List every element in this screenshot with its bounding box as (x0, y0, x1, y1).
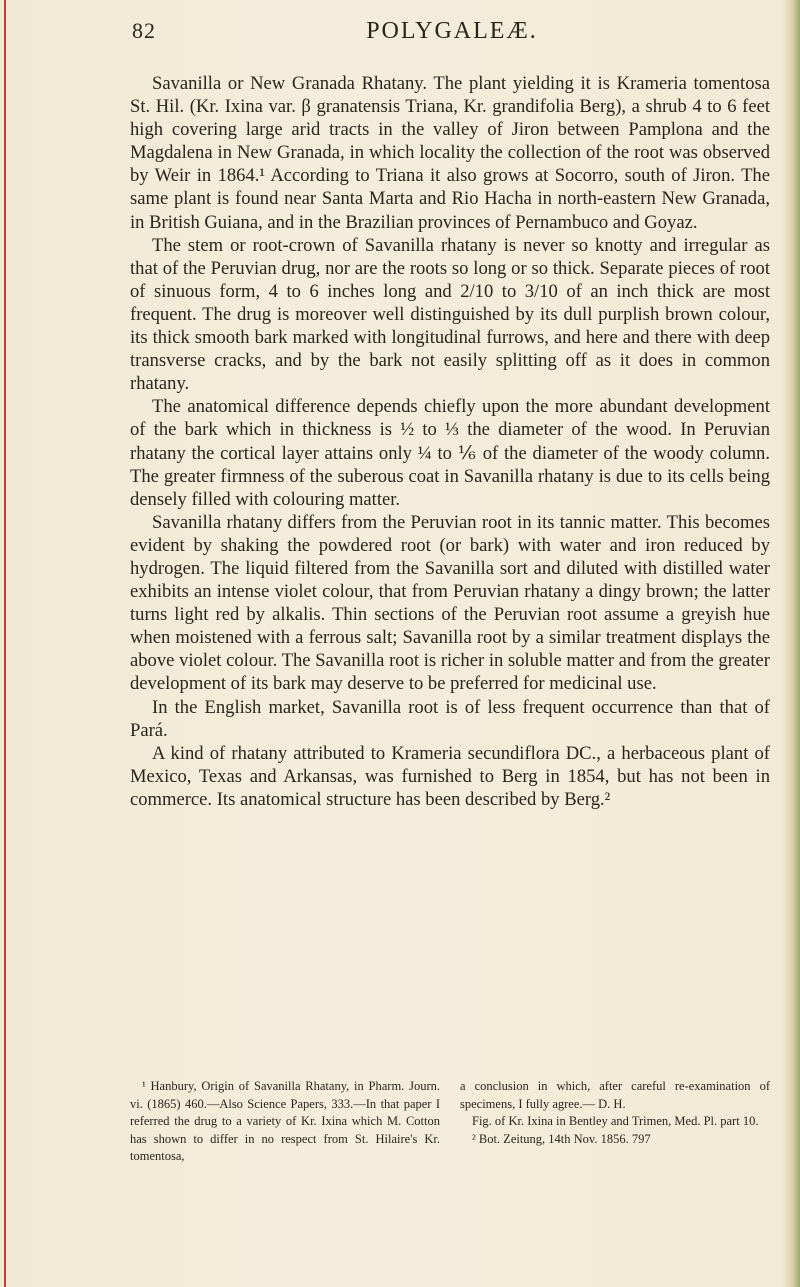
footnotes (130, 1078, 770, 1166)
page-header (132, 18, 772, 58)
paragraph: Savanilla rhatany differs from the Peruvian root in its tannic matter. This becomes evident by shaking the powdered root (or bark) with water and iron reduced by hydrogen. The liquid filtered from the Savanilla sort and diluted with distilled water exhibits an intense violet colour, that from Peruvian rhatany a dingy brown; the latter turns light red by alkalis. Thin sections of the Peruvian root assume a greyish hue when moistened with a ferrous salt; Savanilla root by a similar treatment displays the above violet colour. The Savanilla root is richer in soluble matter and from the greater development of its bark may deserve to be preferred for medicinal use. (130, 511, 770, 695)
paragraph: The anatomical difference depends chiefly upon the more abundant development of the bark which in thickness is ½ to ⅓ the diameter of the wood. In Peruvian rhatany the cortical layer attains only ¼ to ⅙ of the diameter of the woody column. The greater firmness of the suberous coat in Savanilla rhatany is due to its cells being densely filled with colouring matter. (130, 396, 770, 510)
footnote: ² Bot. Zeitung, 14th Nov. 1856. 797 (472, 1131, 651, 1146)
page-number: 82 (132, 18, 156, 43)
footnote: Fig. of Kr. Ixina in Bentley and Trimen, Med. Pl. part 10. (472, 1114, 759, 1128)
footnote-continuation: a conclusion in which, after careful re-examination of specimens, I fully agree.— D. H. (460, 1079, 770, 1111)
footnote: ¹ Hanbury, Origin of Savanilla Rhatany, in Pharm. Journ. vi. (1865) 460.—Also Science Papers, 333.—In that paper I referred the drug to a variety of Kr. Ixina which M. Cotton has shown to differ in no respect from St. Hilaire's Kr. tomentosa, (130, 1079, 440, 1163)
paragraph: A kind of rhatany attributed to Krameria secundiflora DC., a herbaceous plant of Mexico, Texas and Arkansas, was furnished to Berg in 1854, but has not been in commerce. Its anatomical structure has been described by Berg.² (130, 742, 770, 810)
margin-rule (4, 0, 6, 1287)
paragraph: Savanilla or New Granada Rhatany. The plant yielding it is Krameria tomentosa St. Hil. (Kr. Ixina var. β granatensis Triana, Kr. grandifolia Berg), a shrub 4 to 6 feet high covering large arid tracts in the valley of Jiron between Pamplona and the Magdalena in New Granada, in which locality the collection of the root was observed by Weir in 1864.¹ According to Triana it also grows at Socorro, south of Jiron. The same plant is found near Santa Marta and Rio Hacha in north-eastern New Granada, in British Guiana, and in the Brazilian provinces of Pernambuco and Goyaz. (130, 73, 770, 233)
paragraph: The stem or root-crown of Savanilla rhatany is never so knotty and irregular as that of the Peruvian drug, nor are the roots so long or so thick. Separate pieces of root of sinuous form, 4 to 6 inches long and 2/10 to 3/10 of an inch thick are most frequent. The drug is moreover well distinguished by its dull purplish brown colour, its thick smooth bark marked with longitudinal furrows, and here and there with deep transverse cracks, and by the bark not easily splitting off as it does in common rhatany. (130, 234, 770, 395)
running-head: POLYGALEÆ. (366, 18, 538, 44)
main-text (130, 72, 770, 811)
footnote-column-right (460, 1078, 770, 1166)
page-edge-shadow (782, 0, 800, 1287)
paragraph: In the English market, Savanilla root is of less frequent occurrence than that of Pará. (130, 696, 770, 741)
footnote-column-left (130, 1078, 440, 1166)
